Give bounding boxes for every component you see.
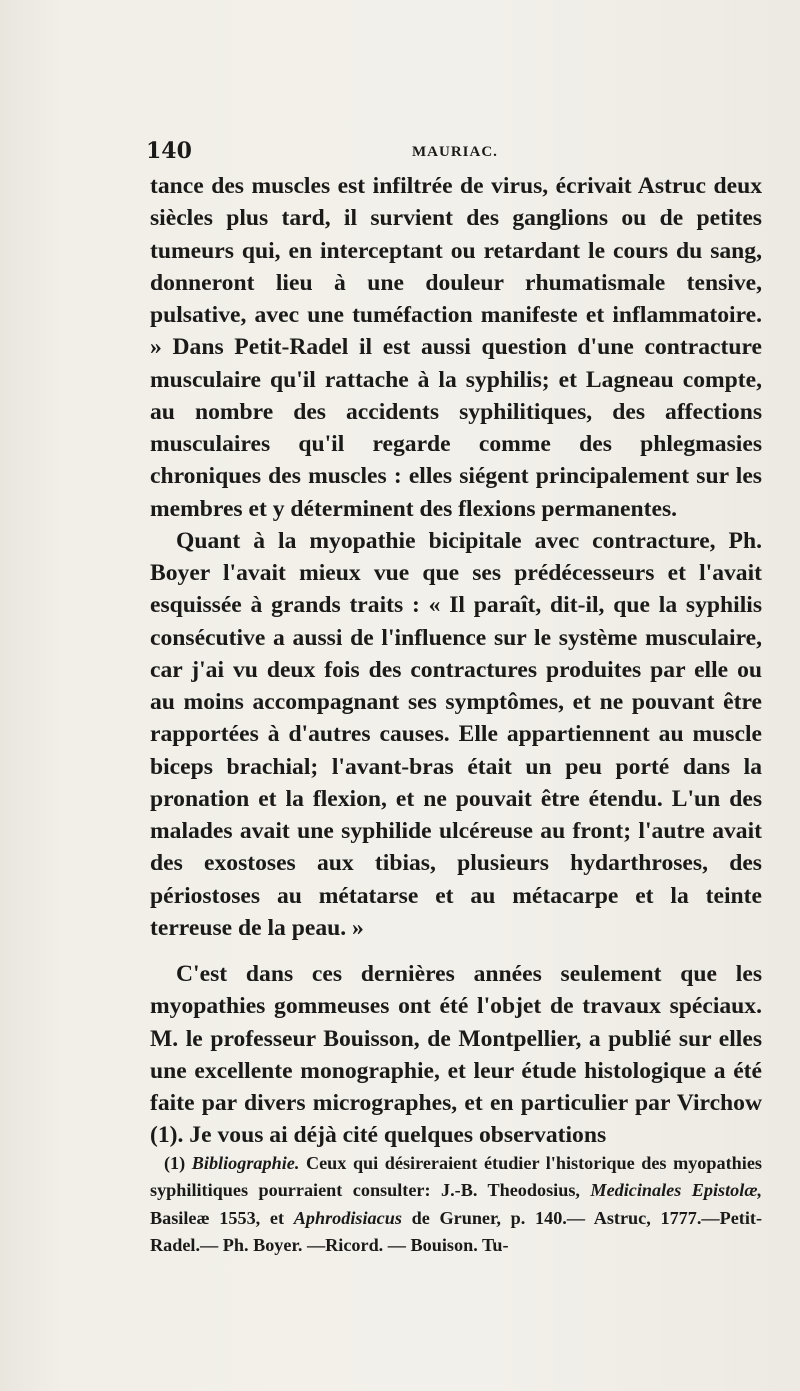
running-head: MAURIAC. — [412, 144, 498, 160]
footnote-text-3: de Gruner, p. 140.— Astruc, 1777.—Petit-Radel.— Ph. Boyer. —Ricord. — Bouison. Tu- — [150, 1207, 762, 1256]
footnote-mark: (1) — [164, 1153, 186, 1173]
footnote-italic-2: Aphrodisiacus — [293, 1207, 402, 1228]
footnote-1 — [150, 1150, 762, 1260]
footnote-text-2: Basileæ 1553, et — [150, 1207, 294, 1228]
body-text — [150, 170, 762, 1152]
paragraph-continued: tance des muscles est infiltrée de virus, écrivait Astruc deux siècles plus tard, il survient des ganglions ou de petites tumeurs qui, en interceptant ou retardant le cours du sang, donneront lieu à une douleur rhumatismale tensive, pulsative, avec une tuméfaction manifeste et inflammatoire. » Dans Petit-Radel il est aussi question d'une contracture musculaire qu'il rattache à la syphilis; et Lagneau compte, au nombre des accidents syphilitiques, des affections musculaires qu'il regarde comme des phlegmasies chroniques des muscles : elles siégent principalement sur les membres et y déterminent des flexions permanentes. — [150, 173, 762, 522]
footnote-text-1: Ceux qui désireraient étudier l'historique des myopathies syphilitiques pourraient consulter: J.-B. Theodosius, — [150, 1153, 762, 1201]
footnote-italic-1: Medicinales Epistolæ, — [590, 1180, 763, 1201]
footnotes — [150, 1150, 762, 1260]
page-header — [146, 136, 762, 166]
page-number: 140 — [146, 138, 192, 164]
paragraph-myopathies: C'est dans ces dernières années seulement que les myopathies gommeuses ont été l'objet de travaux spéciaux. M. le professeur Bouisson, de Montpellier, a publié sur elles une excellente monographie, et leur étude histologique a été faite par divers micrographes, et en particulier par Virchow (1). Je vous ai déjà cité quelques observations — [150, 961, 762, 1149]
paragraph-boyer: Quant à la myopathie bicipitale avec contracture, Ph. Boyer l'avait mieux vue que ses prédécesseurs et l'avait esquissée à grands traits : « Il paraît, dit-il, que la syphilis consécutive a aussi de l'influence sur le système musculaire, car j'ai vu deux fois des contractures produites par elle ou au moins accompagnant ses symptômes, et ne pouvant être rapportées à d'autres causes. Elle appartiennent au muscle biceps brachial; l'avant-bras était un peu porté dans la pronation et la flexion, et ne pouvait être étendu. L'un des malades avait une syphilide ulcéreuse au front; l'autre avait des exostoses aux tibias, plusieurs hydarthroses, des périostoses au métatarse et au métacarpe et la teinte terreuse de la peau. » — [150, 527, 762, 941]
footnote-title: Bibliographie. — [191, 1153, 300, 1173]
